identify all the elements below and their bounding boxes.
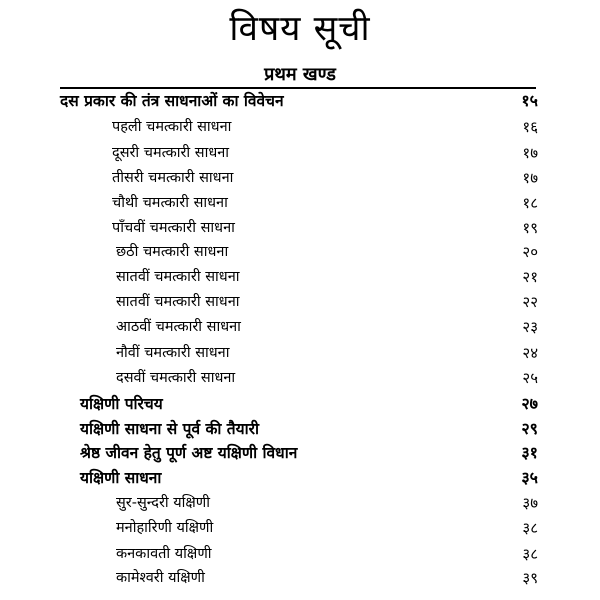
toc-entry-page: २५ (522, 369, 538, 387)
toc-entry-page: २३ (522, 318, 538, 336)
toc-entry (0, 566, 600, 590)
toc-entry-page: १५ (521, 91, 538, 110)
toc-entry-page: १९ (522, 219, 538, 237)
toc-entry-label: दूसरी चमत्कारी साधना (112, 145, 230, 161)
toc-entry-page: १८ (522, 194, 538, 212)
toc-entry (0, 240, 600, 264)
toc-entry-page: २२ (522, 293, 538, 311)
toc-entry (0, 366, 600, 390)
toc-entry-label: दस प्रकार की तंत्र साधनाओं का विवेचन (60, 92, 284, 110)
toc-entry-page: २९ (521, 419, 538, 438)
toc-entry-label: कनकावती यक्षिणी (116, 546, 212, 562)
toc-entry (0, 115, 600, 139)
toc-entry (0, 315, 600, 339)
toc-entry (0, 265, 600, 289)
page-title: विषय सूची (229, 9, 371, 49)
toc-entry-label: श्रेष्ठ जीवन हेतु पूर्ण अष्ट यक्षिणी विधान (80, 444, 298, 462)
toc-entry (0, 341, 600, 365)
toc-entry-label: छठी चमत्कारी साधना (116, 244, 229, 260)
toc-entry-page: १७ (522, 144, 538, 162)
toc-entry-label: सातवीं चमत्कारी साधना (116, 269, 240, 285)
toc-entry (0, 216, 600, 240)
toc-entry (0, 141, 600, 165)
toc-entry-page: २४ (522, 344, 538, 362)
toc-entry (0, 290, 600, 314)
toc-entry (0, 441, 600, 465)
toc-entry-label: यक्षिणी साधना से पूर्व की तैयारी (80, 420, 259, 438)
toc-entry-label: दसवीं चमत्कारी साधना (116, 370, 236, 386)
toc-entry-page: ३८ (522, 519, 538, 537)
toc-entry-label: यक्षिणी परिचय (80, 395, 163, 413)
toc-entry-label: मनोहारिणी यक्षिणी (116, 520, 214, 536)
toc-entry-label: यक्षिणी साधना (80, 469, 162, 487)
toc-entry-page: ३१ (521, 443, 538, 462)
toc-entry-page: ३८ (522, 545, 538, 563)
toc-entry (0, 516, 600, 540)
toc-entry (0, 89, 600, 113)
toc-entry-page: ३५ (521, 468, 538, 487)
toc-entry (0, 392, 600, 416)
toc-entry (0, 542, 600, 566)
toc-entry (0, 466, 600, 490)
toc-entry-page: २१ (522, 268, 538, 286)
toc-entry (0, 417, 600, 441)
toc-entry-label: पहली चमत्कारी साधना (112, 119, 232, 135)
toc-entry-page: १६ (522, 118, 538, 136)
toc-entry-page: १७ (522, 169, 538, 187)
toc-entry-page: ३७ (522, 494, 538, 512)
toc-entry-label: आठवीं चमत्कारी साधना (116, 319, 241, 335)
toc-entry (0, 491, 600, 515)
toc-entry-label: तीसरी चमत्कारी साधना (112, 170, 234, 186)
toc-entry-label: चौथी चमत्कारी साधना (112, 195, 228, 211)
toc-entry (0, 166, 600, 190)
toc-entry-page: २७ (521, 394, 538, 413)
toc-entry (0, 191, 600, 215)
toc-entry-page: ३९ (522, 569, 538, 587)
toc-entry-label: सातवीं चमत्कारी साधना (116, 294, 240, 310)
toc-entry-page: २० (522, 243, 538, 261)
toc-entry-label: कामेश्वरी यक्षिणी (116, 570, 205, 586)
toc-entry-label: पाँचवीं चमत्कारी साधना (112, 220, 235, 236)
toc-entry-label: सुर-सुन्दरी यक्षिणी (116, 495, 211, 511)
section-heading: प्रथम खण्ड (264, 64, 336, 85)
toc-entry-label: नौवीं चमत्कारी साधना (116, 345, 230, 361)
